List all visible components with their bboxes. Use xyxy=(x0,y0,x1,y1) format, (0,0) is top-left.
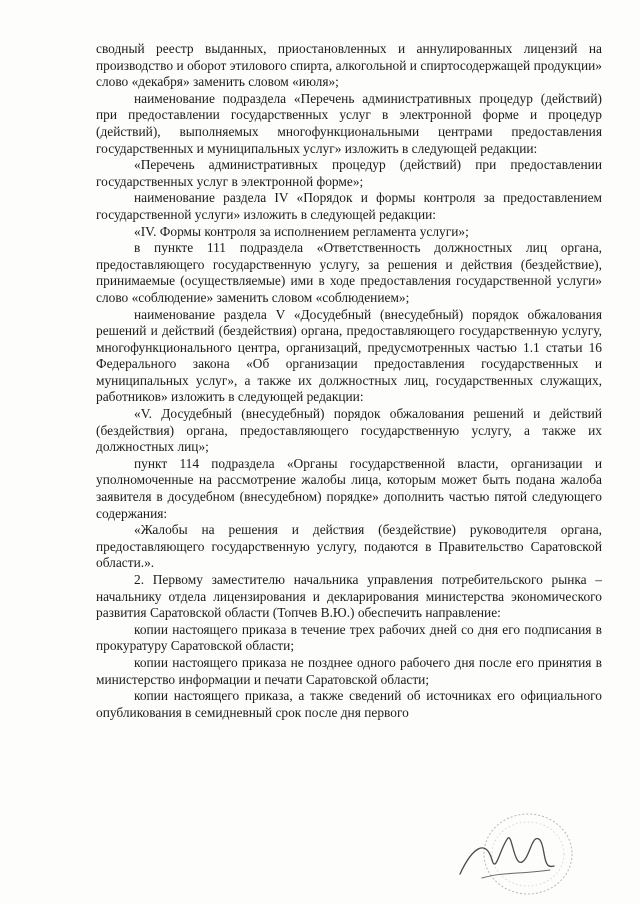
paragraph-8: «V. Досудебный (внесудебный) порядок обжалования решений и действий (бездействия) органа, предоставляющего государственную услугу, а также их должностных лиц»; xyxy=(96,406,602,455)
paragraph-11: 2. Первому заместителю начальника управления потребительского рынка – начальнику отдела лицензирования и декларирования министерства экономического развития Саратовской области (Топчев В.Ю.) обеспечить направление: xyxy=(96,572,602,621)
document-body xyxy=(96,41,602,721)
paragraph-3: «Перечень административных процедур (действий) при предоставлении государственных услуг в электронной форме»; xyxy=(96,157,602,189)
paragraph-1: сводный реестр выданных, приостановленных и аннулированных лицензий на производство и оборот этилового спирта, алкогольной и спиртосодержащей продукции» слово «декабря» заменить словом «июля»; xyxy=(96,41,602,90)
seal-stamp-and-signature xyxy=(442,808,574,896)
paragraph-13: копии настоящего приказа не позднее одного рабочего дня после его принятия в министерство информации и печати Саратовской области; xyxy=(96,654,602,687)
paragraph-9: пункт 114 подраздела «Органы государственной власти, организации и уполномоченные на рассмотрение жалобы лица, которым может быть подана жалоба заявителя в досудебном (внесудебном) порядке» дополнить частью пятой следующего содержания: xyxy=(96,455,602,521)
paragraph-2: наименование подраздела «Перечень административных процедур (действий) при предоставлении государственных услуг в электронной форме и процедур (действий), выполняемых многофункциональными центрами предоставления государственных и муниципальных услуг» изложить в следующей редакции: xyxy=(96,90,602,156)
paragraph-4: наименование раздела IV «Порядок и формы контроля за предоставлением государственной услуги» изложить в следующей редакции: xyxy=(96,190,602,222)
paragraph-12: копии настоящего приказа в течение трех рабочих дней со дня его подписания в прокуратуру Саратовской области; xyxy=(96,621,602,654)
paragraph-10: «Жалобы на решения и действия (бездействие) руководителя органа, предоставляющего государственную услугу, подаются в Правительство Саратовской области.». xyxy=(96,522,602,571)
paragraph-14: копии настоящего приказа, а также сведений об источниках его официального опубликования в семидневный срок после дня первого xyxy=(96,688,602,720)
paragraph-7: наименование раздела V «Досудебный (внесудебный) порядок обжалования решений и действий (бездействия) органа, предоставляющего государственную услугу, многофункционального центра, организаций, предусмотренных частью 1.1 статьи 16 Федерального закона «Об организации предоставления государственных и муниципальных услуг», а также их должностных лиц, государственных служащих, работников» изложить в следующей редакции: xyxy=(96,306,602,405)
paragraph-5: «IV. Формы контроля за исполнением регламента услуги»; xyxy=(134,223,469,239)
paragraph-6: в пункте 111 подраздела «Ответственность должностных лиц органа, предоставляющего государственную услугу, за решения и действия (бездействие), принимаемые (осуществляемые) ими в ходе предоставления государственной услуги» слово «соблюдение» заменить словом «соблюдением»; xyxy=(96,240,602,305)
